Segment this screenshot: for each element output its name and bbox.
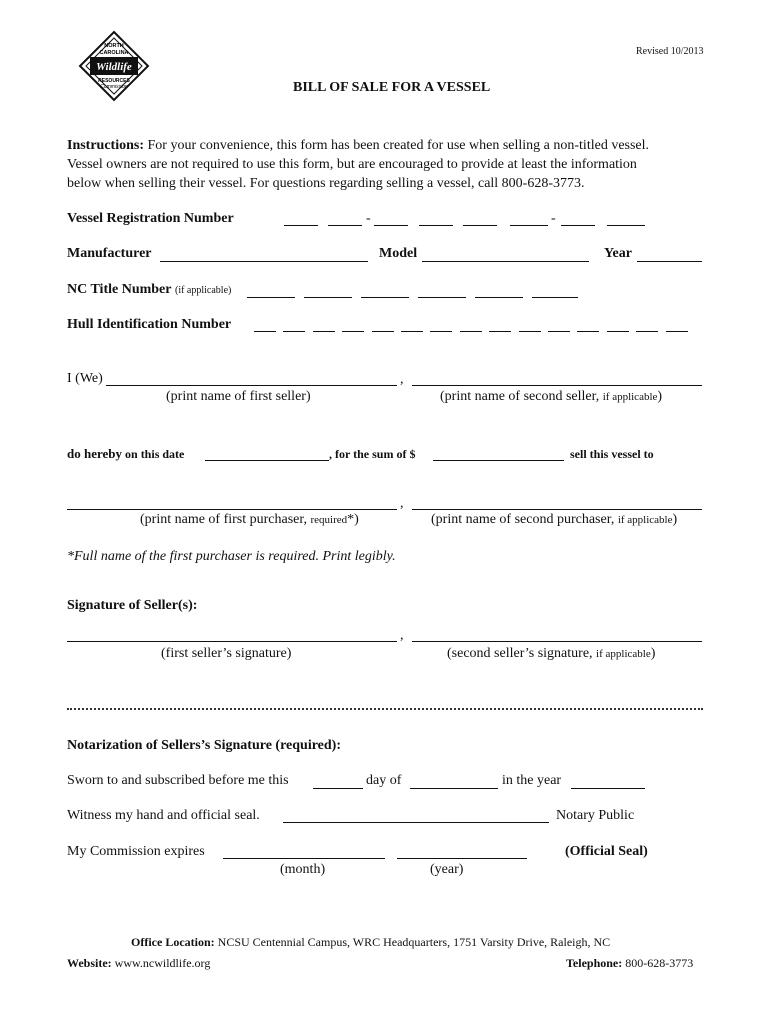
registration-field-2[interactable] (328, 225, 362, 226)
first-purchaser-close: *) (347, 512, 359, 527)
nc-title-field-2[interactable] (304, 297, 352, 298)
sworn-text: Sworn to and subscribed before me this (67, 773, 289, 788)
instructions-line1 (67, 138, 649, 154)
hull-field-9[interactable] (489, 331, 511, 332)
sworn-year-field[interactable] (571, 788, 645, 789)
in-the-year-text: in the year (502, 773, 562, 788)
witness-text: Witness my hand and official seal. (67, 808, 260, 823)
year-label: Year (604, 246, 632, 261)
hull-field-5[interactable] (372, 331, 394, 332)
second-purchaser-close: ) (672, 512, 678, 527)
hull-field-15[interactable] (666, 331, 688, 332)
first-purchaser-name-field[interactable] (67, 509, 397, 510)
notary-heading: Notarization of Sellers’s Signature (required): (67, 738, 342, 753)
first-seller-signature-field[interactable] (67, 641, 397, 642)
second-seller-close: ) (657, 389, 663, 404)
official-seal-text: (Official Seal) (565, 844, 648, 859)
second-signature-close: ) (650, 646, 656, 661)
nc-title-field-6[interactable] (532, 297, 578, 298)
registration-field-6[interactable] (510, 225, 548, 226)
logo-line4: RESOURCES (98, 78, 130, 84)
first-signature-caption: (first seller’s signature) (161, 646, 292, 661)
instructions-text1: For your convenience, this form has been created for use when selling a non-titled vessel. (144, 138, 650, 153)
second-seller-if-applicable: if applicable (602, 391, 658, 403)
sworn-month-field[interactable] (410, 788, 498, 789)
first-seller-name-field[interactable] (106, 385, 397, 386)
second-seller-name-field[interactable] (412, 385, 702, 386)
sale-amount-field[interactable] (433, 460, 564, 461)
sell-to-text: sell this vessel to (570, 447, 654, 461)
logo-line1: NORTH (104, 43, 124, 49)
hull-field-11[interactable] (548, 331, 570, 332)
second-seller-signature-field[interactable] (412, 641, 702, 642)
hull-field-7[interactable] (430, 331, 452, 332)
hull-field-2[interactable] (283, 331, 305, 332)
page-title: BILL OF SALE FOR A VESSEL (293, 80, 491, 95)
hull-field-8[interactable] (460, 331, 482, 332)
do-hereby-text: do hereby (67, 446, 123, 461)
second-seller-caption: (print name of second seller, (440, 389, 600, 404)
instructions-line2: Vessel owners are not required to use this form, but are encouraged to provide at least the information (67, 157, 637, 172)
second-purchaser-if-applicable: if applicable (617, 514, 673, 526)
notary-public-text: Notary Public (556, 808, 635, 823)
hull-field-10[interactable] (519, 331, 541, 332)
month-caption: (month) (280, 862, 326, 877)
nc-title-line (67, 282, 231, 298)
second-purchaser-name-field[interactable] (412, 509, 702, 510)
first-seller-caption: (print name of first seller) (166, 389, 311, 404)
registration-dash-1: - (366, 211, 371, 226)
model-label: Model (379, 246, 418, 261)
signature-comma: , (400, 628, 404, 643)
registration-label: Vessel Registration Number (67, 211, 234, 226)
office-label: Office Location: (131, 935, 215, 949)
hull-field-6[interactable] (401, 331, 423, 332)
year-field[interactable] (637, 261, 702, 262)
registration-field-7[interactable] (561, 225, 595, 226)
registration-field-5[interactable] (463, 225, 497, 226)
hull-field-12[interactable] (577, 331, 599, 332)
model-field[interactable] (422, 261, 589, 262)
first-purchaser-caption-line (140, 512, 359, 528)
signature-heading: Signature of Seller(s): (67, 598, 198, 613)
second-signature-caption: (second seller’s signature, (447, 646, 593, 661)
second-purchaser-caption-line (431, 512, 677, 528)
ncwrc-logo (78, 30, 150, 102)
sworn-day-field[interactable] (313, 788, 363, 789)
nc-title-field-1[interactable] (247, 297, 295, 298)
website-value: www.ncwildlife.org (111, 956, 211, 970)
on-this-date-text: on this date (122, 447, 185, 461)
hull-field-1[interactable] (254, 331, 276, 332)
first-purchaser-caption: (print name of first purchaser, (140, 512, 307, 527)
year-caption: (year) (430, 862, 464, 877)
nc-title-field-5[interactable] (475, 297, 523, 298)
hull-label: Hull Identification Number (67, 317, 232, 332)
i-we-label: I (We) (67, 371, 103, 386)
logo-line3: Wildlife (96, 61, 132, 73)
logo-line2: CAROLINA (99, 50, 129, 56)
telephone-line (566, 956, 693, 971)
sale-date-field[interactable] (205, 460, 329, 461)
hull-field-3[interactable] (313, 331, 335, 332)
office-value: NCSU Centennial Campus, WRC Headquarters, 1751 Varsity Drive, Raleigh, NC (214, 935, 611, 949)
registration-field-3[interactable] (374, 225, 408, 226)
commission-month-field[interactable] (223, 858, 385, 859)
hull-field-13[interactable] (607, 331, 629, 332)
hull-field-4[interactable] (342, 331, 364, 332)
second-signature-caption-line (447, 646, 655, 662)
nc-title-label: NC Title Number (67, 282, 172, 297)
first-purchaser-required: required (310, 514, 348, 526)
instructions-line3: below when selling their vessel. For questions regarding selling a vessel, call 800-628-3773. (67, 176, 585, 191)
seller-comma: , (400, 372, 404, 387)
purchaser-comma: , (400, 496, 404, 511)
telephone-label: Telephone: (566, 956, 623, 970)
manufacturer-field[interactable] (160, 261, 368, 262)
registration-field-1[interactable] (284, 225, 318, 226)
registration-field-4[interactable] (419, 225, 453, 226)
section-divider (67, 708, 703, 710)
logo-line5: Commission (100, 84, 128, 90)
nc-title-field-4[interactable] (418, 297, 466, 298)
registration-dash-2: - (551, 211, 556, 226)
registration-field-8[interactable] (607, 225, 645, 226)
commission-year-field[interactable] (397, 858, 527, 859)
manufacturer-label: Manufacturer (67, 246, 152, 261)
revised-date: Revised 10/2013 (636, 46, 704, 57)
telephone-value: 800-628-3773 (622, 956, 694, 970)
website-label: Website: (67, 956, 112, 970)
purchaser-note: *Full name of the first purchaser is required. Print legibly. (67, 549, 396, 564)
commission-text: My Commission expires (67, 844, 205, 859)
second-signature-if-applicable: if applicable (596, 648, 651, 660)
office-location-line (131, 935, 610, 950)
instructions-label: Instructions: (67, 138, 145, 153)
notary-signature-field[interactable] (283, 822, 549, 823)
nc-title-field-3[interactable] (361, 297, 409, 298)
nc-title-if-applicable: (if applicable) (174, 285, 232, 296)
for-sum-text: , for the sum of $ (329, 447, 416, 461)
day-of-text: day of (366, 773, 402, 788)
second-seller-caption-line (440, 389, 662, 405)
hull-field-14[interactable] (636, 331, 658, 332)
website-line (67, 956, 210, 971)
sale-line (67, 446, 184, 462)
second-purchaser-caption: (print name of second purchaser, (431, 512, 615, 527)
